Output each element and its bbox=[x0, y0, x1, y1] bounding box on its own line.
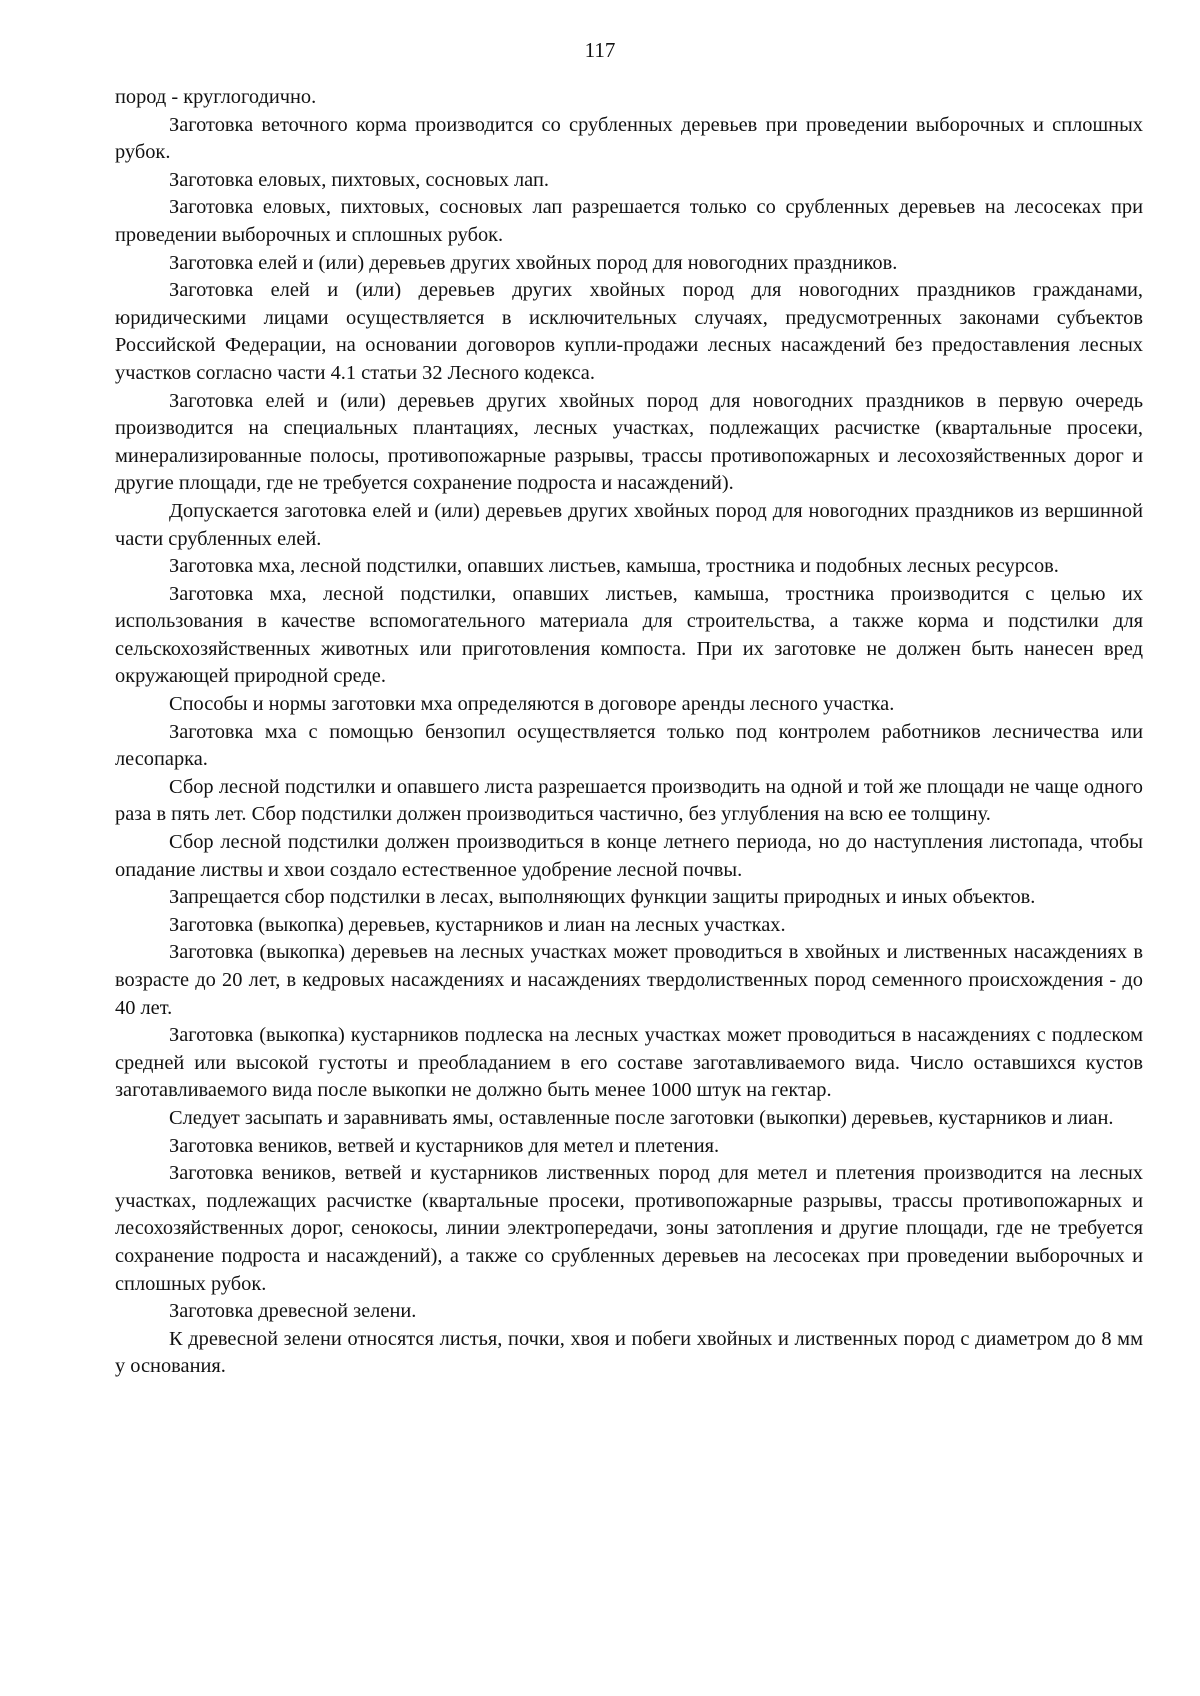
paragraph: Заготовка елей и (или) деревьев других хвойных пород для новогодних праздников гражданами, юридическими лицами осуществляется в исключительных случаях, предусмотренных законами субъектов Российской Федерации, на основании договоров купли-продажи лесных насаждений без предоставления лесных участков согласно части 4.1 статьи 32 Лесного кодекса. bbox=[115, 279, 1143, 384]
paragraph: Заготовка (выкопка) деревьев на лесных участках может проводиться в хвойных и лиственных насаждениях в возрасте до 20 лет, в кедровых насаждениях и насаждениях твердолиственных пород семенного происхождения - до 40 лет. bbox=[115, 941, 1143, 1019]
section-heading: Заготовка (выкопка) деревьев, кустарников и лиан на лесных участках. bbox=[169, 913, 786, 936]
paragraph: пород - круглогодично. bbox=[115, 86, 317, 108]
section-heading: Заготовка еловых, пихтовых, сосновых лап. bbox=[169, 168, 549, 191]
paragraph: Заготовка мха, лесной подстилки, опавших листьев, камыша, тростника производится с целью их использования в качестве вспомогательного материала для строительства, а также корма и подстилки для сельскохозяйственных животных или приготовления компоста. При их заготовке не должен быть нанесен вред окружающей природной среде. bbox=[115, 582, 1143, 688]
document-body bbox=[115, 84, 1143, 1381]
paragraph: Сбор лесной подстилки должен производиться в конце летнего периода, но до наступления листопада, чтобы опадание листвы и хвои создало естественное удобрение лесной почвы. bbox=[115, 831, 1143, 881]
paragraph: Заготовка веников, ветвей и кустарников лиственных пород для метел и плетения производится на лесных участках, подлежащих расчистке (квартальные просеки, противопожарные разрывы, трассы противопожарных и лесохозяйственных дорог, сенокосы, линии электропередачи, зоны затопления и другие площади, где не требуется сохранение подроста и насаждений), а также со срубленных деревьев на лесосеках при проведении выборочных и сплошных рубок. bbox=[115, 1162, 1143, 1295]
paragraph: Запрещается сбор подстилки в лесах, выполняющих функции защиты природных и иных объектов. bbox=[169, 886, 1036, 909]
paragraph: Заготовка мха с помощью бензопил осуществляется только под контролем работников лесничества или лесопарка. bbox=[115, 720, 1143, 771]
paragraph: Заготовка еловых, пихтовых, сосновых лап разрешается только со срубленных деревьев на лесосеках при проведении выборочных и сплошных рубок. bbox=[115, 196, 1143, 246]
paragraph: Допускается заготовка елей и (или) деревьев других хвойных пород для новогодних праздников из вершинной части срубленных елей. bbox=[115, 499, 1143, 550]
section-heading: Заготовка веников, ветвей и кустарников для метел и плетения. bbox=[169, 1134, 720, 1157]
section-heading: Заготовка древесной зелени. bbox=[169, 1300, 417, 1323]
paragraph: Заготовка елей и (или) деревьев других хвойных пород для новогодних праздников в первую очередь производится на специальных плантациях, лесных участках, подлежащих расчистке (квартальные просеки, минерализированные полосы, противопожарные разрывы, трассы противопожарных и лесохозяйственных дорог и другие площади, где не требуется сохранение подроста и насаждений). bbox=[115, 389, 1143, 495]
section-heading: Заготовка елей и (или) деревьев других хвойных пород для новогодних праздников. bbox=[169, 251, 898, 274]
section-heading: Заготовка мха, лесной подстилки, опавших листьев, камыша, тростника и подобных лесных ресурсов. bbox=[169, 555, 1059, 578]
paragraph: Сбор лесной подстилки и опавшего листа разрешается производить на одной и той же площади не чаще одного раза в пять лет. Сбор подстилки должен производиться частично, без углубления на всю ее толщину. bbox=[115, 775, 1143, 826]
paragraph: Способы и нормы заготовки мха определяются в договоре аренды лесного участка. bbox=[169, 693, 895, 716]
paragraph: Заготовка (выкопка) кустарников подлеска на лесных участках может проводиться в насаждениях с подлеском средней или высокой густоты и преобладанием в его составе заготавливаемого вида. Число оставшихся кустов заготавливаемого вида после выкопки не должно быть менее 1000 штук на гектар. bbox=[115, 1024, 1143, 1102]
page-number: 117 bbox=[584, 38, 616, 62]
paragraph: Заготовка веточного корма производится со срубленных деревьев при проведении выборочных и сплошных рубок. bbox=[115, 113, 1143, 164]
paragraph: К древесной зелени относятся листья, почки, хвоя и побеги хвойных и лиственных пород с диаметром до 8 мм у основания. bbox=[115, 1327, 1143, 1378]
paragraph: Следует засыпать и заравнивать ямы, оставленные после заготовки (выкопки) деревьев, кустарников и лиан. bbox=[169, 1106, 1114, 1129]
